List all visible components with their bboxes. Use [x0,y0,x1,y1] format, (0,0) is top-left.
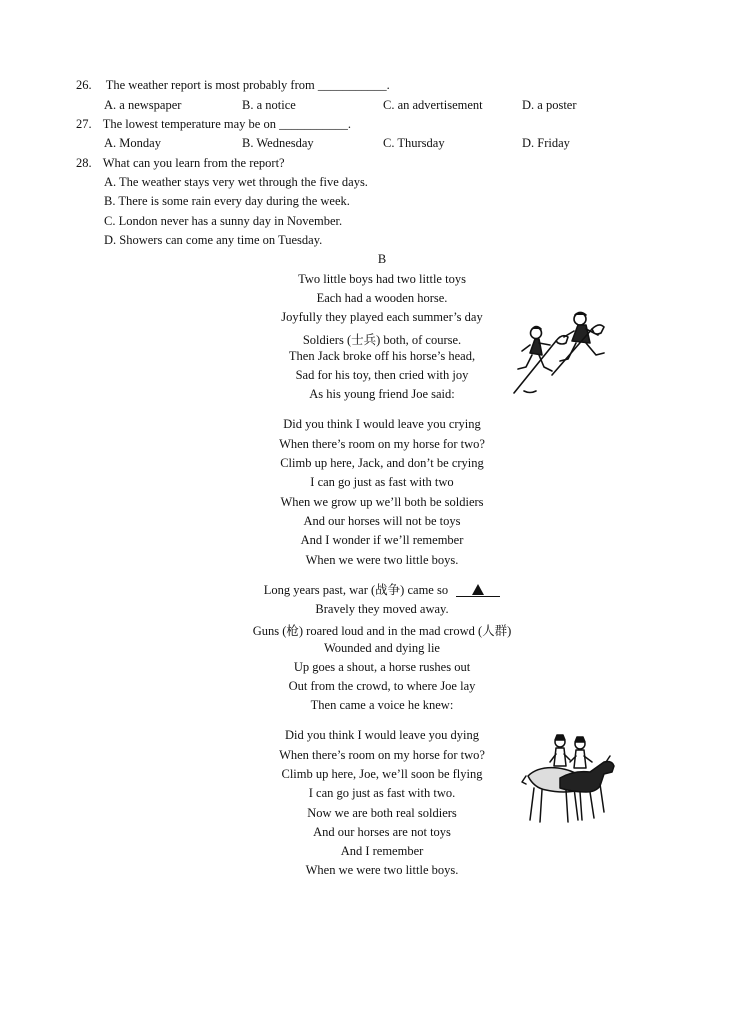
option-c: C. an advertisement [383,98,483,112]
poem-line: I can go just as fast with two. [308,786,456,800]
option-b: B. a notice [242,98,296,112]
poem-line: And our horses are not toys [313,825,451,839]
poem-line: Then Jack broke off his horse’s head, [288,349,476,363]
answer-blank [456,584,500,597]
poem-line: Now we are both real soldiers [307,806,457,820]
poem-line: Guns (枪) roared loud and in the mad crowd (人群) [252,624,512,638]
option-a: A. a newspaper [104,98,182,112]
triangle-icon [472,584,484,595]
poem-line: When we grow up we’ll both be soldiers [280,495,484,509]
poem-line: Joyfully they played each summer’s day [281,310,483,324]
question-number: 26. [76,78,92,92]
option-b: B. Wednesday [242,136,314,150]
question-text: The lowest temperature may be on ___________. [102,117,351,131]
poem-line: And our horses will not be toys [303,514,461,528]
poem-line: When we were two little boys. [305,553,459,567]
poem-line: And I wonder if we’ll remember [300,533,464,547]
poem-line: And I remember [340,844,424,858]
poem-line: Did you think I would leave you crying [283,417,481,431]
poem-line: Up goes a shout, a horse rushes out [293,660,471,674]
poem-line: When there’s room on my horse for two? [279,748,485,762]
option-c: C. Thursday [383,136,445,150]
question-text: What can you learn from the report? [102,156,285,170]
option-a: A. Monday [104,136,161,150]
poem-line: Two little boys had two little toys [298,272,466,286]
poem-line: Wounded and dying lie [324,641,440,655]
poem-line: I can go just as fast with two [310,475,454,489]
poem-line: When there’s room on my horse for two? [279,437,485,451]
option-d: D. Showers can come any time on Tuesday. [104,233,323,247]
poem-line: Each had a wooden horse. [316,291,448,305]
poem-line: Sad for his toy, then cried with joy [295,368,469,382]
two-soldiers-on-horses-illustration [520,732,620,828]
poem-line: Did you think I would leave you dying [284,728,480,742]
question-28 [76,156,285,171]
question-number: 28. [76,156,92,170]
option-c: C. London never has a sunny day in November. [104,214,343,228]
option-a: A. The weather stays very wet through the five days. [104,175,368,189]
poem-line: When we were two little boys. [305,863,459,877]
poem-line: Out from the crowd, to where Joe lay [288,679,476,693]
children-playing-wooden-horses-illustration [508,305,613,397]
poem-line: Then came a voice he knew: [310,698,454,712]
question-27 [76,117,351,132]
poem-line-with-blank [0,580,737,598]
option-d: D. Friday [522,136,570,150]
question-number: 27. [76,117,92,131]
question-text: The weather report is most probably from ___________. [105,78,390,92]
poem-line: Bravely they moved away. [315,602,449,616]
poem-line: Climb up here, Joe, we’ll soon be flying [281,767,483,781]
poem-line: Soldiers (士兵) both, of course. [302,333,462,347]
section-label: B [377,252,387,266]
option-b: B. There is some rain every day during the week. [104,194,350,208]
poem-line: As his young friend Joe said: [309,387,455,401]
poem-line: Long years past, war (战争) came so [263,583,449,597]
option-d: D. a poster [522,98,577,112]
poem-line: Climb up here, Jack, and don’t be crying [280,456,484,470]
question-26 [76,78,390,93]
